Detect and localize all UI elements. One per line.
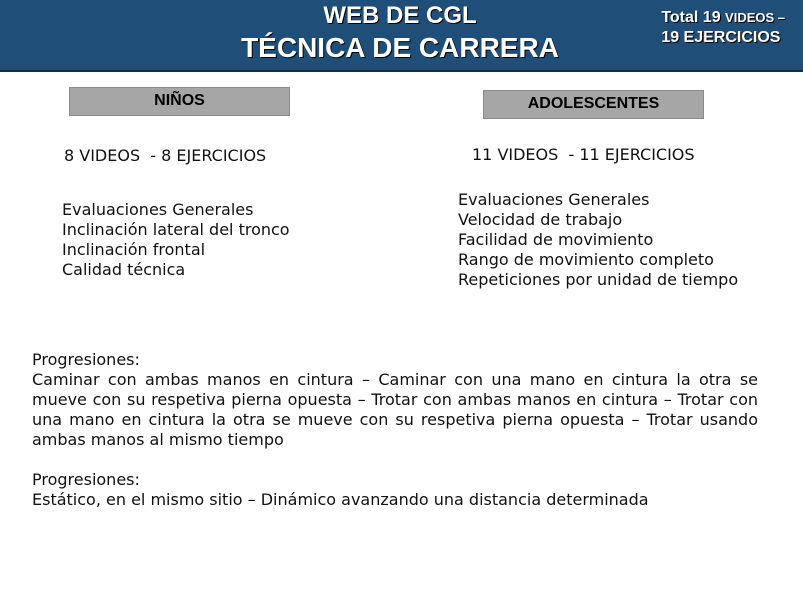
total-summary [661, 8, 785, 48]
adolescentes-list [458, 190, 738, 290]
progresiones-2-heading: Progresiones: [32, 470, 140, 489]
list-item: Evaluaciones Generales [458, 190, 650, 209]
list-item: Inclinación frontal [62, 240, 206, 259]
progresiones-2-text: Estático, en el mismo sitio – Dinámico avanzando una distancia determinada [32, 490, 649, 509]
total-line-1 [661, 8, 785, 28]
list-item: Rango de movimiento completo [458, 250, 714, 269]
ninos-label-box: NIÑOS [69, 87, 290, 116]
title-line-2: TÉCNICA DE CARRERA [241, 32, 559, 63]
progresiones-1-text: Caminar con ambas manos en cintura – Caminar con una mano en cintura la otra se mueve con su respetiva pierna opuesta – Trotar con ambas manos en cintura – Trotar con una mano en cintura la otra se mueve con su respetiva pierna opuesta – Trotar usando ambas manos al mismo tiempo [32, 370, 758, 449]
list-item: Repeticiones por unidad de tiempo [458, 270, 739, 289]
ninos-list [62, 200, 290, 280]
ninos-count: 8 VIDEOS - 8 EJERCICIOS [64, 146, 267, 165]
total-line-2: 19 EJERCICIOS [661, 29, 781, 46]
adolescentes-count: 11 VIDEOS - 11 EJERCICIOS [472, 145, 695, 164]
title-line-1: WEB DE CGL [323, 2, 477, 29]
list-item: Velocidad de trabajo [458, 210, 623, 229]
total-videos-label: VIDEOS – [725, 10, 785, 25]
list-item: Calidad técnica [62, 260, 186, 279]
adolescentes-label-box: ADOLESCENTES [483, 90, 704, 119]
list-item: Facilidad de movimiento [458, 230, 654, 249]
header-banner [0, 0, 803, 72]
total-count: Total 19 [661, 9, 726, 26]
list-item: Evaluaciones Generales [62, 200, 254, 219]
progresiones-1-heading: Progresiones: [32, 350, 140, 369]
list-item: Inclinación lateral del tronco [62, 220, 290, 239]
